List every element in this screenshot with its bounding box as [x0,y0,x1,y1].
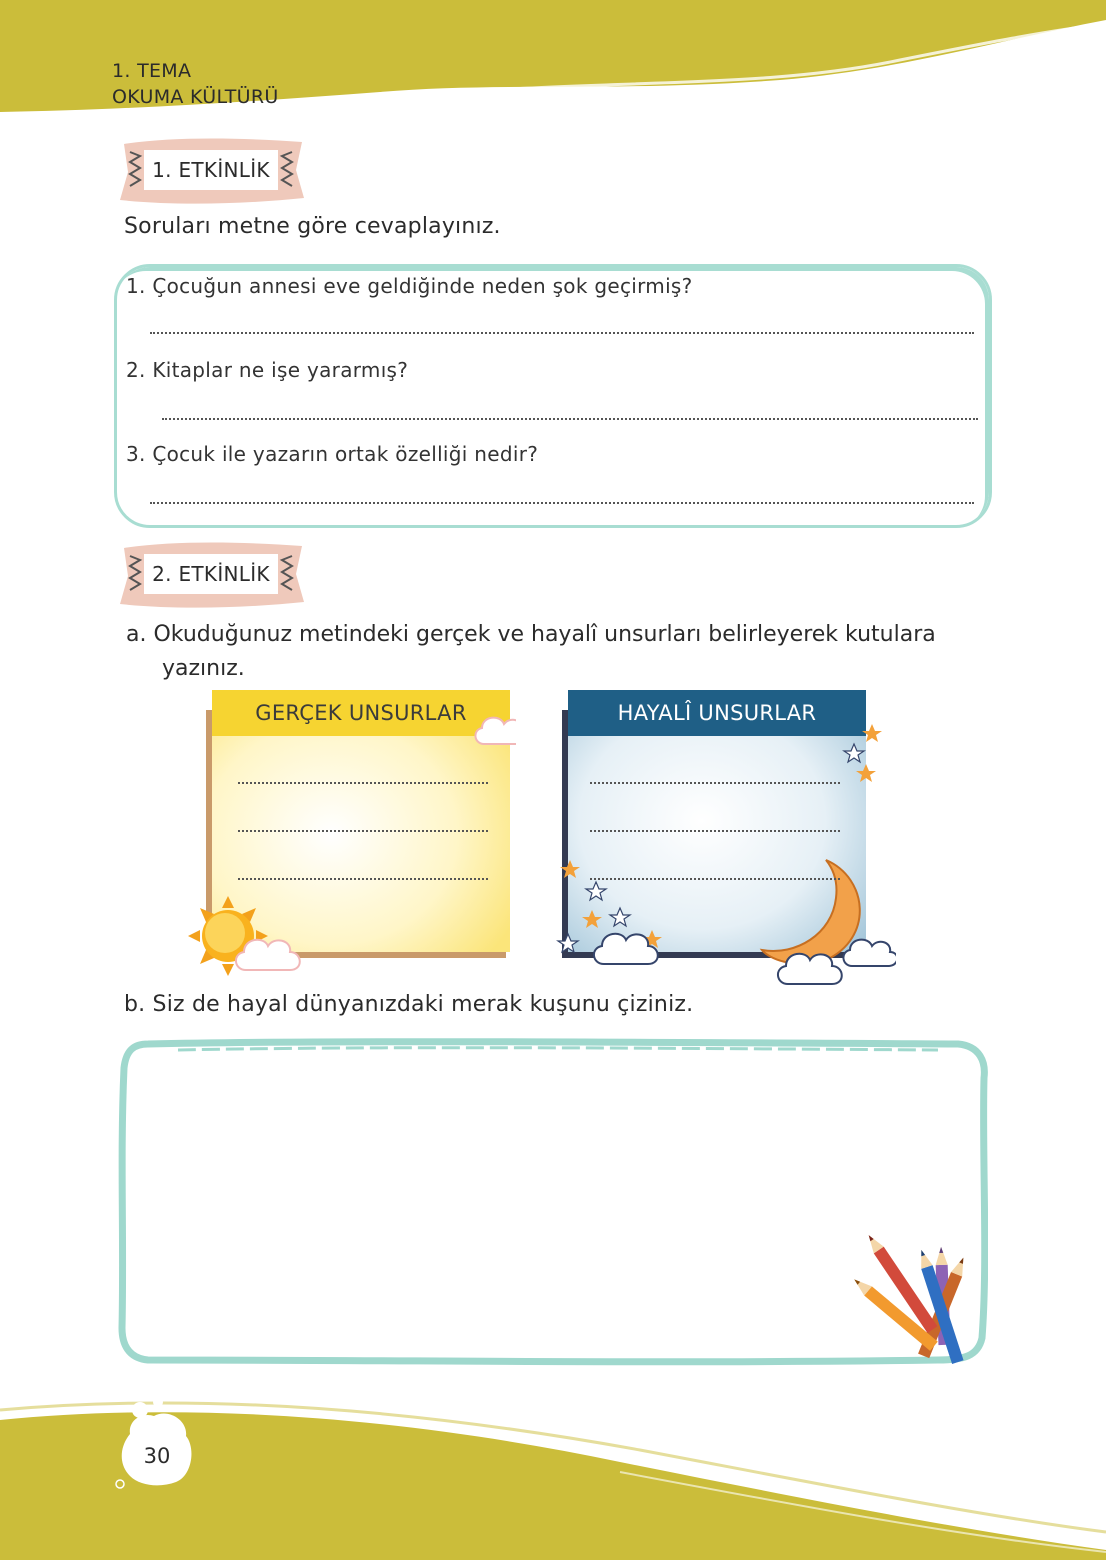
real-line-3[interactable] [238,878,488,880]
page-number: 30 [143,1444,171,1468]
activity1-instruction: Soruları metne göre cevaplayınız. [124,214,501,239]
activity2-banner [116,538,306,610]
activity1-banner [116,134,306,206]
answer-line-2[interactable] [162,418,978,420]
task-a [126,618,976,686]
theme-title: OKUMA KÜLTÜRÜ [112,86,279,108]
answer-line-1[interactable] [150,332,974,334]
imaginary-elements-card [556,688,896,988]
real-line-2[interactable] [238,830,488,832]
task-a-text: a. Okuduğunuz metindeki gerçek ve hayalî unsurları belirleyerek kutulara [126,622,936,647]
real-elements-title: GERÇEK UNSURLAR [255,701,467,725]
question-2: 2. Kitaplar ne işe yararmış? [126,358,409,382]
imaginary-line-2[interactable] [590,830,840,832]
theme-heading [112,58,279,110]
imaginary-elements-title: HAYALÎ UNSURLAR [617,701,817,725]
activity1-label: 1. ETKİNLİK [152,158,270,182]
pencil-icon [840,1206,990,1382]
real-line-1[interactable] [238,782,488,784]
answer-line-3[interactable] [150,502,974,504]
questions-box [114,264,992,528]
real-elements-card [186,688,516,978]
question-3: 3. Çocuk ile yazarın ortak özelliği nedir? [126,442,539,466]
question-1: 1. Çocuğun annesi eve geldiğinde neden şok geçirmiş? [126,274,693,298]
theme-number: 1. TEMA [112,60,192,82]
imaginary-line-1[interactable] [590,782,840,784]
activity2-label: 2. ETKİNLİK [152,562,270,586]
imaginary-line-3[interactable] [590,878,840,880]
task-a-continuation: yazınız. [162,656,245,681]
task-b: b. Siz de hayal dünyanızdaki merak kuşunu çiziniz. [124,992,694,1017]
